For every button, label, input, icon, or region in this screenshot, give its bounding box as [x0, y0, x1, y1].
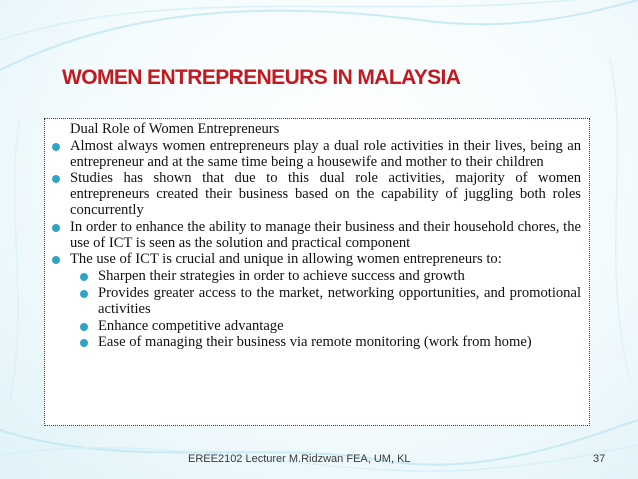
sub-bullet-item	[49, 286, 581, 318]
page-number: 37	[593, 453, 606, 465]
bullet-text: In order to enhance the ability to manage their business and their household chores, the use of ICT is seen as the solution and practical component	[70, 218, 581, 251]
sub-bullet-item	[49, 269, 581, 285]
bullet-item	[49, 252, 581, 268]
bullet-icon	[80, 339, 88, 347]
sub-bullet-item	[49, 335, 581, 351]
sub-bullet-text: Sharpen their strategies in order to achieve success and growth	[98, 268, 465, 285]
bullet-icon	[52, 143, 60, 151]
bullet-icon	[52, 256, 60, 264]
sub-bullet-text: Provides greater access to the market, networking opportunities, and promotional activities	[98, 284, 581, 317]
bullet-text: Almost always women entrepreneurs play a dual role activities in their lives, being an entrepreneur and at the same time being a housewife and mother to their children	[70, 137, 581, 170]
sub-bullet-text: Ease of managing their business via remote monitoring (work from home)	[98, 334, 532, 351]
content-heading: Dual Role of Women Entrepreneurs	[70, 121, 280, 137]
sub-bullet-item	[49, 319, 581, 335]
bullet-item	[49, 220, 581, 252]
bullet-item	[49, 139, 581, 171]
content-box	[44, 118, 590, 426]
slide-footer: EREE2102 Lecturer M.Ridzwan FEA, UM, KL	[188, 453, 411, 465]
sub-bullet-text: Enhance competitive advantage	[98, 317, 284, 334]
bullet-icon	[80, 323, 88, 331]
slide-title: WOMEN ENTREPRENEURS IN MALAYSIA	[62, 66, 461, 89]
bullet-icon	[80, 273, 88, 281]
bullet-text: Studies has shown that due to this dual role activities, majority of women entrepreneurs created their business based on the capability of juggling both roles concurrently	[70, 170, 581, 218]
bullet-list	[49, 139, 581, 351]
bullet-icon	[80, 290, 88, 298]
bullet-icon	[52, 175, 60, 183]
bullet-icon	[52, 224, 60, 232]
bullet-item	[49, 171, 581, 218]
bullet-text: The use of ICT is crucial and unique in allowing women entrepreneurs to:	[70, 251, 502, 268]
